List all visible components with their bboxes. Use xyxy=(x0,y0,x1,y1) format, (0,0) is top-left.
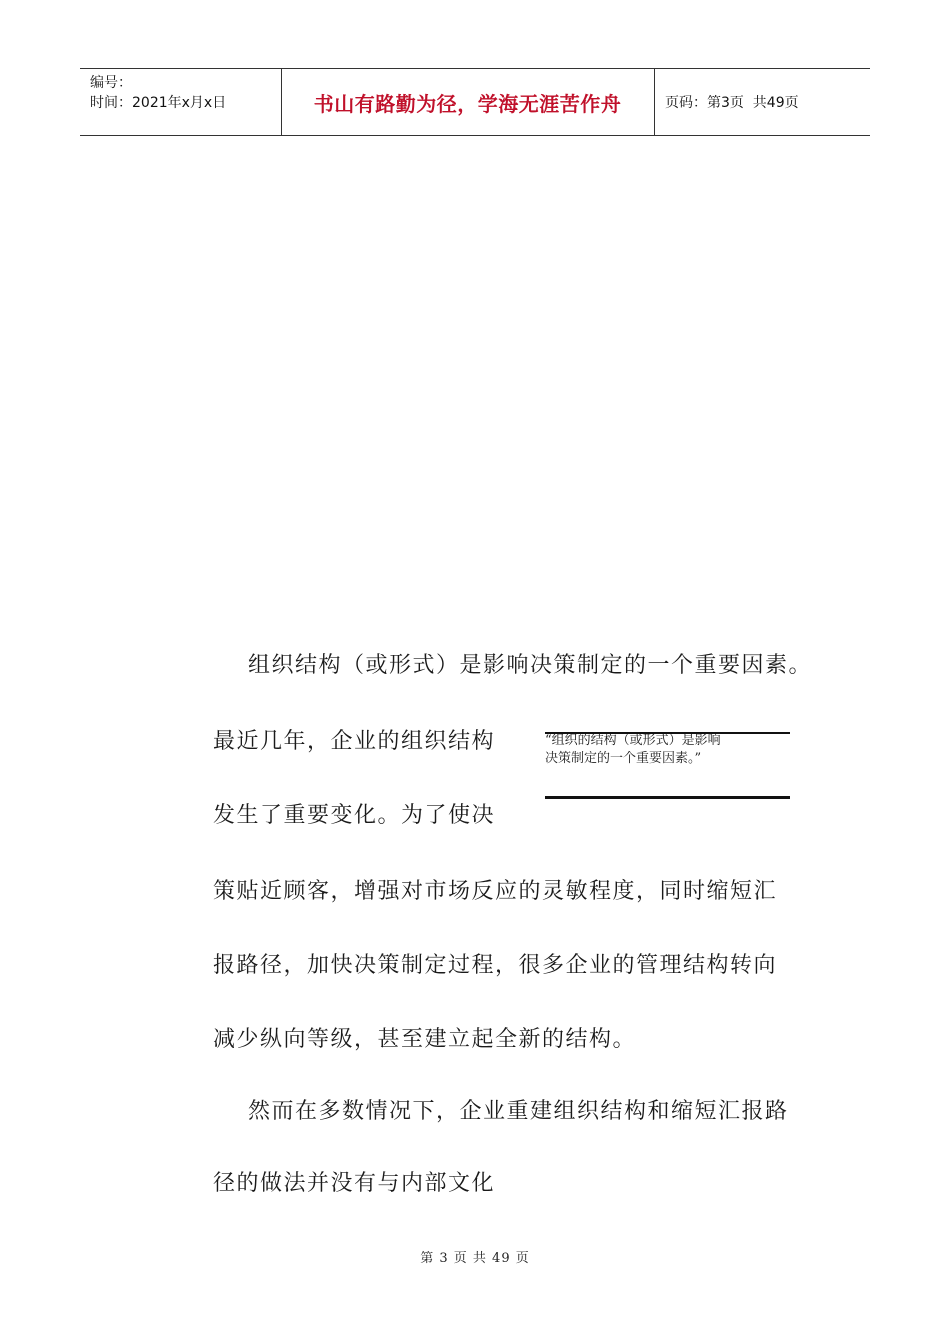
pull-quote-bottom-rule xyxy=(545,796,790,799)
page-header xyxy=(80,68,870,136)
body-paragraph-2-line-1: 然而在多数情况下，企业重建组织结构和缩短汇报路 xyxy=(248,1099,789,1124)
body-paragraph-1-line-3: 发生了重要变化。为了使决 xyxy=(213,803,496,828)
page-footer: 第 3 页 共 49 页 xyxy=(420,1251,530,1266)
pull-quote-line-2: 决策制定的一个重要因素。” xyxy=(545,751,702,766)
header-page-info: 页码：第3页 共49页 xyxy=(665,95,799,111)
header-divider-right xyxy=(654,69,655,135)
document-date-label: 时间：2021年x月x日 xyxy=(90,95,227,111)
header-motto: 书山有路勤为径，学海无涯苦作舟 xyxy=(313,91,622,116)
pull-quote-text xyxy=(545,732,790,768)
pull-quote-line-1: “组织的结构（或形式）是影响 xyxy=(545,733,721,748)
body-paragraph-1-line-6: 减少纵向等级，甚至建立起全新的结构。 xyxy=(213,1027,637,1052)
body-paragraph-1-line-4: 策贴近顾客，增强对市场反应的灵敏程度，同时缩短汇 xyxy=(213,879,778,904)
body-paragraph-1-line-1: 组织结构（或形式）是影响决策制定的一个重要因素。 xyxy=(248,653,813,678)
body-paragraph-1-line-5: 报路径，加快决策制定过程，很多企业的管理结构转向 xyxy=(213,953,778,978)
pull-quote-top-rule xyxy=(545,732,790,734)
body-paragraph-1-line-2: 最近几年，企业的组织结构 xyxy=(213,729,496,754)
header-meta xyxy=(90,73,226,113)
body-paragraph-2-line-2: 径的做法并没有与内部文化 xyxy=(213,1171,496,1196)
document-number-label: 编号： xyxy=(90,75,132,91)
